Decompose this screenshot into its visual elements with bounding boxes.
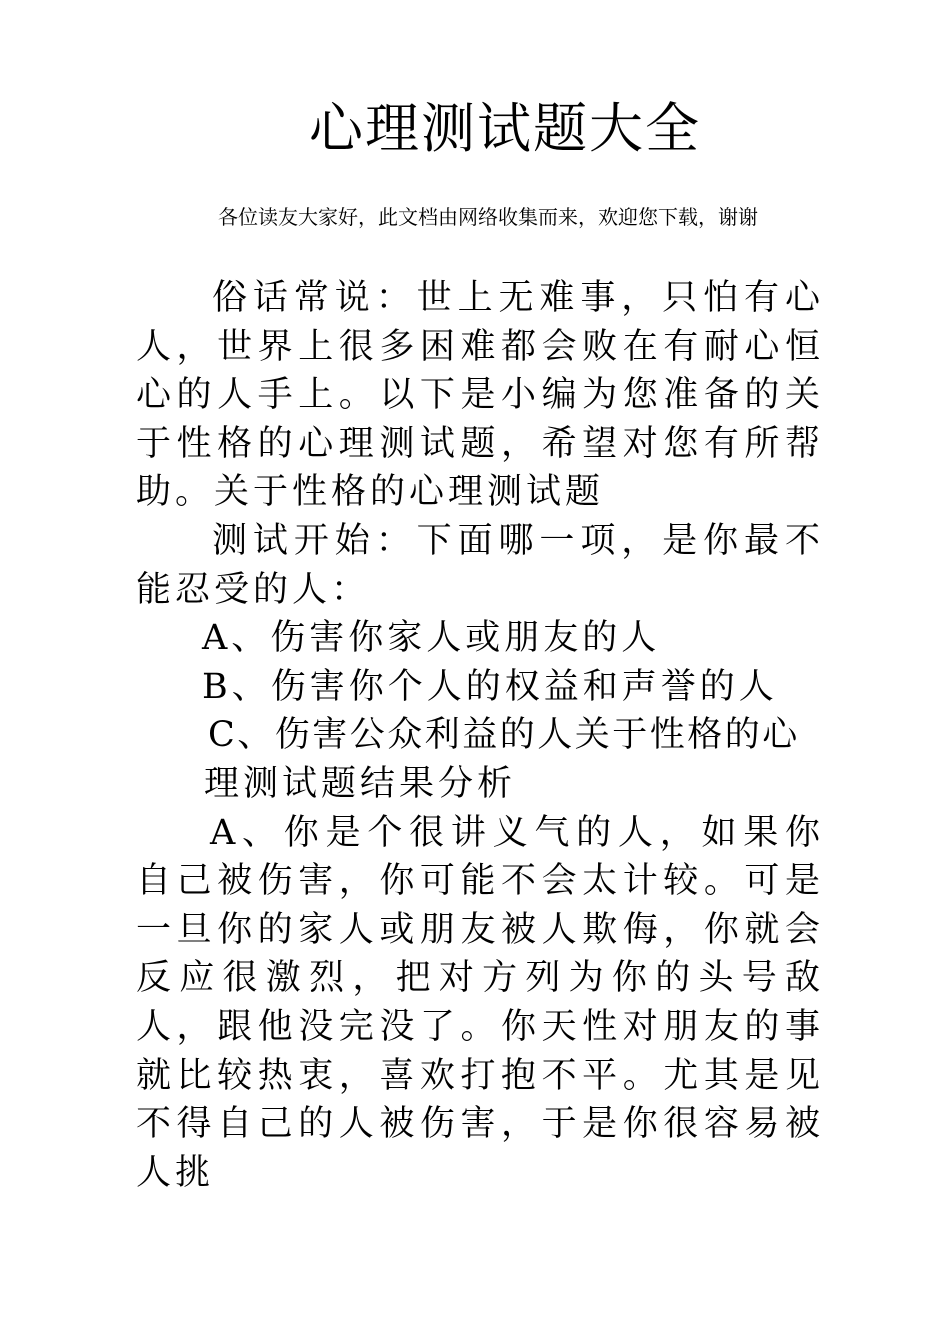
document-body bbox=[136, 274, 824, 1197]
question-paragraph: 测试开始：下面哪一项，是你最不能忍受的人： bbox=[136, 520, 824, 610]
answer-a-paragraph: A、你是个很讲义气的人，如果你自己被伤害，你可能不会太计较。可是一旦你的家人或朋友被人欺侮，你就会反应很激烈，把对方列为你的头号敌人，跟他没完没了。你天性对朋友的事就比较热衷，喜欢打抱不平。尤其是见不得自己的人被伤害，于是你很容易被人挑 bbox=[136, 812, 824, 1193]
document-title: 心理测试题大全 bbox=[309, 97, 701, 160]
document-subtitle: 各位读友大家好，此文档由网络收集而来，欢迎您下载，谢谢 bbox=[218, 205, 758, 229]
option-c: C、伤害公众利益的人关于性格的心 bbox=[208, 715, 800, 756]
option-b: B、伤害你个人的权益和声誉的人 bbox=[202, 666, 778, 707]
intro-paragraph: 俗话常说：世上无难事，只怕有心人，世界上很多困难都会败在有耐心恒心的人手上。以下是小编为您准备的关于性格的心理测试题，希望对您有所帮助。关于性格的心理测试题 bbox=[136, 278, 824, 513]
option-c-continuation: 理测试题结果分析 bbox=[204, 763, 517, 804]
option-a: A、伤害你家人或朋友的人 bbox=[202, 618, 661, 659]
